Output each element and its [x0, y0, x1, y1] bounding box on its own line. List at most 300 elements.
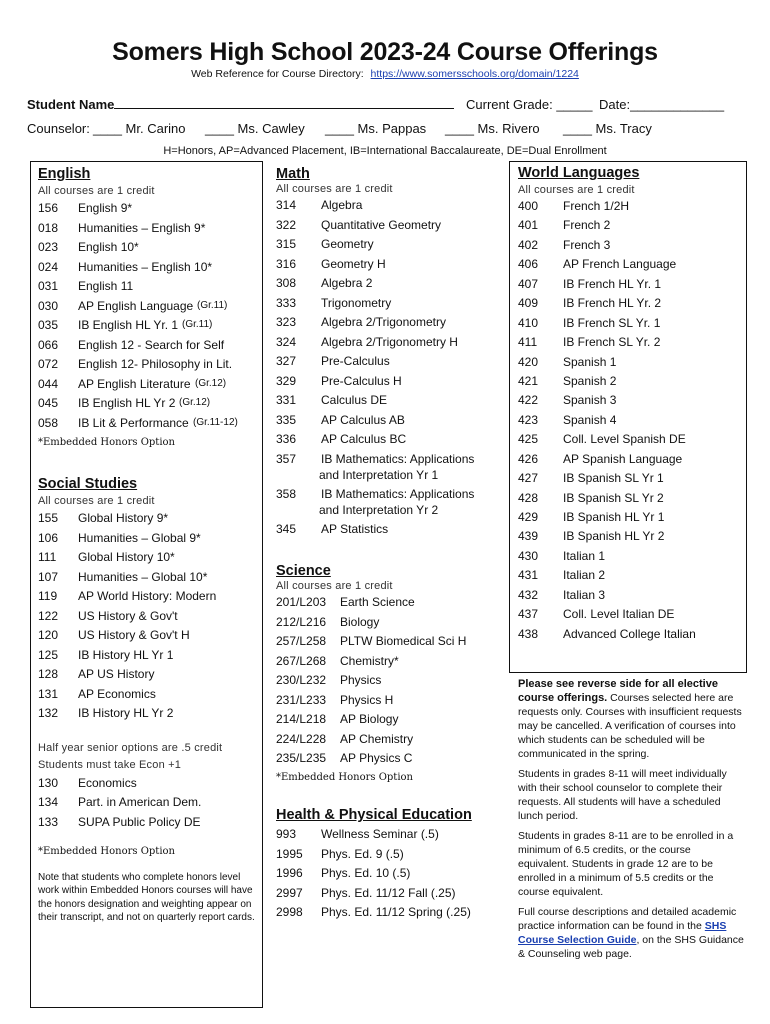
information-notes: [518, 677, 744, 961]
course-name: English 11: [78, 279, 134, 293]
course-code: 107: [38, 569, 59, 584]
math-course-row[interactable]: [276, 413, 504, 433]
social-embedded-honors-note: *Embedded Honors Option: [38, 846, 175, 857]
embedded-honors-footnote: Note that students who complete honors level work within Embedded Honors courses will have the honors designation and weighting appear on their transcript, and not on quarterly report cards.: [38, 872, 255, 923]
english-course-row[interactable]: [38, 299, 260, 319]
science-course-row[interactable]: [276, 615, 504, 635]
math-credit-note: All courses are 1 credit: [276, 183, 393, 195]
course-name: AP Calculus AB: [321, 412, 405, 427]
health-pe-course-row[interactable]: [276, 866, 504, 886]
course-code: 425: [518, 432, 539, 447]
course-name: Algebra: [321, 198, 363, 212]
course-code: 214/L218: [276, 712, 327, 726]
math-course-row[interactable]: [276, 296, 504, 316]
course-name: Humanities – Global 9*: [78, 530, 201, 545]
course-code: 333: [276, 295, 297, 310]
course-code: 231/L233: [276, 692, 327, 707]
course-code: 111: [38, 550, 57, 564]
social-studies-course-row[interactable]: [38, 667, 260, 687]
reverse-side-lead: Please see reverse side for all elective course offerings.: [518, 678, 718, 704]
world-language-course-row[interactable]: [518, 510, 744, 529]
english-section: [38, 166, 260, 448]
course-name: AP French Language: [563, 257, 677, 272]
course-directory-link[interactable]: https://www.somersschools.org/domain/1224: [370, 68, 579, 80]
math-course-row[interactable]: [276, 393, 504, 413]
course-name: Coll. Level Italian DE: [563, 607, 675, 622]
math-course-row[interactable]: [276, 276, 504, 296]
course-code: 324: [276, 334, 297, 349]
world-language-course-row[interactable]: [518, 549, 744, 568]
course-code: 1996: [276, 866, 303, 880]
course-name: IB Spanish SL Yr 2: [563, 490, 664, 505]
health-pe-course-row[interactable]: [276, 827, 504, 847]
course-name: Italian 2: [563, 568, 606, 583]
world-language-course-row[interactable]: [518, 452, 744, 471]
math-course-row[interactable]: [276, 237, 504, 257]
course-code: 331: [276, 393, 297, 407]
health-pe-section: [276, 807, 504, 925]
course-code: 224/L228: [276, 731, 327, 746]
course-code: 345: [276, 521, 297, 536]
course-name: Earth Science: [340, 595, 415, 609]
english-credit-note: All courses are 1 credit: [38, 185, 155, 197]
world-language-course-row[interactable]: [518, 374, 744, 393]
student-name-label: Student Name: [27, 97, 115, 112]
course-code: 058: [38, 415, 59, 430]
social-studies-course-row[interactable]: [38, 550, 260, 570]
course-name: English 12 - Search for Self: [78, 337, 225, 352]
course-name: Chemistry*: [340, 653, 399, 668]
course-code: 439: [518, 529, 539, 544]
course-name: Algebra 2/Trigonometry H: [321, 334, 458, 349]
course-name: Phys. Ed. 9 (.5): [321, 846, 404, 861]
course-guide-note-end: , on the SHS Guidance & Counseling web page.: [518, 934, 744, 960]
half-year-note: Half year senior options are .5 credit: [38, 741, 223, 754]
course-name: Trigonometry: [321, 295, 392, 310]
course-code: 201/L203: [276, 595, 327, 609]
course-code: 323: [276, 315, 297, 329]
math-course-row[interactable]: [276, 522, 504, 542]
science-course-row[interactable]: [276, 673, 504, 693]
course-name: Spanish 2: [563, 373, 617, 388]
world-language-course-row[interactable]: [518, 296, 744, 315]
social-studies-course-list: [38, 511, 260, 726]
course-name: IB Lit & Performance: [78, 415, 189, 430]
course-code: 1995: [276, 846, 303, 861]
course-code: 122: [38, 608, 59, 623]
world-language-course-row[interactable]: [518, 568, 744, 587]
social-studies-title: Social Studies: [38, 476, 138, 492]
course-code: 329: [276, 373, 297, 388]
course-code: 335: [276, 412, 297, 427]
course-name: Algebra 2/Trigonometry: [321, 315, 446, 329]
student-name-field[interactable]: [114, 97, 454, 109]
health-pe-course-row[interactable]: [276, 886, 504, 906]
course-code: 314: [276, 198, 297, 212]
english-embedded-honors-note: *Embedded Honors Option: [38, 437, 175, 448]
web-reference: [0, 68, 770, 80]
grade-restriction: (Gr.11-12): [193, 416, 238, 428]
counselor-option-pappas[interactable]: ____ Ms. Pappas: [325, 121, 427, 136]
world-language-course-row[interactable]: [518, 316, 744, 335]
world-language-course-row[interactable]: [518, 529, 744, 548]
world-language-course-row[interactable]: [518, 607, 744, 626]
social-studies-credit-note: All courses are 1 credit: [38, 495, 155, 507]
social-studies-course-row[interactable]: [38, 628, 260, 648]
course-code: 155: [38, 511, 59, 525]
course-name: Italian 3: [563, 587, 606, 602]
course-code: 400: [518, 199, 539, 213]
course-code: 031: [38, 279, 59, 293]
requests-note: Courses selected here are requests only. Courses with insufficient requests may be cancelled. A verification of courses into which students can be scheduled will be communicated in the spring.: [518, 692, 742, 760]
course-code: 429: [518, 510, 539, 524]
course-name: AP Calculus BC: [321, 432, 407, 446]
course-name: Geometry H: [321, 256, 386, 271]
social-studies-course-row[interactable]: [38, 511, 260, 531]
course-code: 257/L258: [276, 634, 327, 648]
course-guide-note-text: Full course descriptions and detailed academic practice information can be found in the: [518, 906, 737, 932]
course-code: 407: [518, 276, 539, 291]
course-code: 993: [276, 827, 297, 841]
course-name: Calculus DE: [321, 393, 388, 407]
course-code: 066: [38, 337, 59, 352]
science-course-row[interactable]: [276, 732, 504, 752]
date-field[interactable]: Date:_____________: [599, 97, 725, 112]
english-course-row[interactable]: [38, 416, 260, 436]
counselor-label: Counselor:: [27, 121, 90, 136]
course-name: French 2: [563, 218, 611, 233]
world-language-course-row[interactable]: [518, 471, 744, 490]
course-code: 2997: [276, 885, 303, 900]
current-grade-field[interactable]: Current Grade: _____: [466, 97, 593, 112]
course-name: IB Mathematics: Applications: [321, 451, 475, 466]
course-code: 357: [276, 451, 297, 466]
world-language-course-row[interactable]: [518, 218, 744, 237]
course-name: Phys. Ed. 10 (.5): [321, 866, 411, 880]
course-code: 308: [276, 276, 297, 290]
course-name-continued: and Interpretation Yr 1: [319, 467, 439, 482]
world-languages-section: [518, 165, 744, 646]
health-pe-course-row[interactable]: [276, 847, 504, 867]
course-code: 430: [518, 548, 539, 563]
course-code: 410: [518, 315, 539, 330]
course-name: AP Statistics: [321, 521, 389, 536]
course-code: 130: [38, 775, 59, 790]
world-language-course-row[interactable]: [518, 588, 744, 607]
course-code: 230/L232: [276, 673, 327, 687]
course-name: Quantitative Geometry: [321, 217, 442, 232]
course-code: 125: [38, 647, 59, 662]
course-name: French 3: [563, 237, 611, 252]
world-language-course-row[interactable]: [518, 238, 744, 257]
course-name: IB Mathematics: Applications: [321, 486, 475, 501]
course-code: 133: [38, 814, 59, 829]
course-name: Coll. Level Spanish DE: [563, 432, 686, 447]
course-code: 431: [518, 568, 539, 583]
grade-restriction: (Gr.11): [197, 299, 228, 311]
course-code: 421: [518, 373, 539, 388]
course-name: IB French SL Yr. 2: [563, 335, 661, 350]
course-code: 409: [518, 296, 539, 311]
course-code: 030: [38, 298, 59, 313]
math-course-row[interactable]: [276, 335, 504, 355]
world-language-course-row[interactable]: [518, 199, 744, 218]
math-course-row[interactable]: [276, 432, 504, 452]
world-languages-credit-note: All courses are 1 credit: [518, 184, 635, 196]
world-language-course-row[interactable]: [518, 257, 744, 276]
half-year-course-list: [38, 776, 260, 835]
course-name: Biology: [340, 614, 380, 629]
counselor-option-cawley[interactable]: ____ Ms. Cawley: [205, 121, 305, 136]
course-name: IB Spanish SL Yr 1: [563, 471, 664, 486]
course-code: 427: [518, 471, 539, 486]
course-code: 035: [38, 318, 59, 332]
course-name: Humanities – English 9*: [78, 220, 206, 235]
math-section: [276, 166, 504, 541]
course-code: 131: [38, 686, 59, 701]
world-language-course-row[interactable]: [518, 413, 744, 432]
world-language-course-row[interactable]: [518, 393, 744, 412]
course-code: 358: [276, 486, 297, 501]
course-name: AP World History: Modern: [78, 589, 217, 603]
course-name: Part. in American Dem.: [78, 795, 202, 809]
course-name: Economics: [78, 775, 137, 790]
course-code: 072: [38, 357, 59, 371]
course-code: 106: [38, 530, 59, 545]
science-course-list: [276, 595, 504, 771]
grade-restriction: (Gr.12): [179, 397, 211, 408]
course-name: SUPA Public Policy DE: [78, 814, 201, 829]
course-code: 422: [518, 393, 539, 408]
econ-requirement-note: Students must take Econ +1: [38, 758, 182, 771]
course-name: AP Chemistry: [340, 731, 414, 746]
english-course-list: [38, 201, 260, 435]
half-year-course-row[interactable]: [38, 795, 260, 815]
math-course-row[interactable]: [276, 218, 504, 238]
grade-restriction: (Gr.12): [195, 377, 227, 389]
social-studies-section: [38, 476, 260, 924]
course-name: Algebra 2: [321, 276, 373, 290]
science-course-row[interactable]: [276, 712, 504, 732]
course-code: 327: [276, 354, 297, 368]
course-name: IB French SL Yr. 1: [563, 315, 661, 330]
course-name: AP English Language: [78, 298, 194, 313]
course-code: 336: [276, 432, 297, 446]
english-course-row[interactable]: [38, 318, 260, 338]
english-course-row[interactable]: [38, 396, 260, 416]
course-code: 432: [518, 587, 539, 602]
course-code: 426: [518, 451, 539, 466]
social-studies-course-row[interactable]: [38, 589, 260, 609]
world-language-course-row[interactable]: [518, 491, 744, 510]
course-code: 119: [38, 589, 58, 603]
course-name: English 9*: [78, 201, 133, 215]
course-name: Global History 9*: [78, 511, 169, 525]
course-code: 156: [38, 201, 59, 215]
course-name: Humanities – English 10*: [78, 259, 213, 274]
course-selection-guide-link[interactable]: SHS Course Selection Guide: [518, 920, 727, 946]
health-pe-title: Health & Physical Education: [276, 807, 472, 823]
course-name: AP English Literature: [78, 376, 191, 391]
course-code: 212/L216: [276, 614, 327, 629]
science-course-row[interactable]: [276, 634, 504, 654]
social-studies-course-row[interactable]: [38, 609, 260, 629]
math-course-row[interactable]: [276, 374, 504, 394]
social-studies-course-row[interactable]: [38, 687, 260, 707]
world-language-course-row[interactable]: [518, 335, 744, 354]
world-language-course-row[interactable]: [518, 277, 744, 296]
social-studies-course-row[interactable]: [38, 648, 260, 668]
course-code: 024: [38, 259, 59, 274]
grade-restriction: (Gr.11): [182, 319, 213, 330]
course-name: US History & Gov't: [78, 608, 178, 623]
course-name-continued: and Interpretation Yr 2: [319, 502, 439, 517]
course-code: 044: [38, 376, 59, 391]
course-code: 438: [518, 626, 539, 641]
course-name: Advanced College Italian: [563, 626, 696, 641]
course-code: 316: [276, 256, 297, 271]
abbreviation-legend: H=Honors, AP=Advanced Placement, IB=International Baccalaureate, DE=Dual Enrollment: [163, 145, 607, 157]
world-language-course-row[interactable]: [518, 627, 744, 646]
course-code: 437: [518, 607, 539, 622]
course-name: AP Biology: [340, 712, 399, 726]
course-code: 120: [38, 628, 59, 642]
world-languages-course-list: [518, 199, 744, 646]
science-section: [276, 563, 504, 783]
course-name: Global History 10*: [78, 550, 175, 564]
counselor-option-carino[interactable]: ____ Mr. Carino: [93, 121, 186, 136]
course-name: Phys. Ed. 11/12 Fall (.25): [321, 885, 456, 900]
course-guide-note: [518, 905, 744, 961]
course-name: French 1/2H: [563, 199, 630, 213]
credit-minimum-note: Students in grades 8-11 are to be enrolled in a minimum of 6.5 credits, or the course equivalent. Students in grade 12 are to be enrolled in a minimum of 5.5 credits or the course equivalent.: [518, 830, 734, 898]
course-name: IB French HL Yr. 1: [563, 276, 662, 291]
social-studies-course-row[interactable]: [38, 570, 260, 590]
course-code: 132: [38, 706, 59, 720]
course-code: 401: [518, 218, 539, 233]
english-course-row[interactable]: [38, 338, 260, 358]
course-name: IB French HL Yr. 2: [563, 296, 662, 311]
counselor-option-rivero[interactable]: ____ Ms. Rivero: [445, 121, 540, 136]
science-credit-note: All courses are 1 credit: [276, 580, 393, 592]
course-code: 134: [38, 795, 59, 809]
course-code: 267/L268: [276, 653, 327, 668]
course-code: 428: [518, 490, 539, 505]
math-course-row[interactable]: [276, 257, 504, 277]
science-course-row[interactable]: [276, 751, 504, 771]
half-year-course-row[interactable]: [38, 776, 260, 796]
course-name: Geometry: [321, 237, 374, 251]
math-course-row[interactable]: [276, 198, 504, 218]
english-course-row[interactable]: [38, 260, 260, 280]
course-name: AP Physics C: [340, 751, 413, 765]
course-name: AP US History: [78, 667, 155, 681]
world-languages-title: World Languages: [518, 165, 640, 181]
course-name: English 10*: [78, 240, 139, 254]
math-course-row[interactable]: [276, 315, 504, 335]
course-name: AP Spanish Language: [563, 451, 683, 466]
health-pe-course-row[interactable]: [276, 905, 504, 925]
course-name: US History & Gov't H: [78, 628, 190, 642]
science-title: Science: [276, 563, 331, 579]
half-year-course-row[interactable]: [38, 815, 260, 835]
course-name: English 12- Philosophy in Lit.: [78, 357, 233, 371]
reverse-side-note: [518, 677, 744, 761]
course-name: AP Economics: [78, 686, 156, 701]
course-name: Physics: [340, 673, 382, 687]
course-code: 406: [518, 257, 539, 272]
course-name: IB Spanish HL Yr 2: [563, 529, 665, 544]
course-name: PLTW Biomedical Sci H: [340, 634, 467, 648]
world-language-course-row[interactable]: [518, 432, 744, 451]
course-name: Spanish 3: [563, 393, 617, 408]
course-name: IB English HL Yr. 1: [78, 318, 179, 332]
world-language-course-row[interactable]: [518, 355, 744, 374]
course-code: 018: [38, 220, 59, 235]
course-name: IB History HL Yr 2: [78, 706, 174, 720]
math-course-list: [276, 198, 504, 452]
course-code: 128: [38, 667, 59, 681]
course-code: 322: [276, 217, 297, 232]
course-code: 023: [38, 240, 59, 254]
math-course-row[interactable]: [276, 487, 504, 522]
course-name: Wellness Seminar (.5): [321, 827, 439, 841]
health-pe-course-list: [276, 827, 504, 925]
math-course-row[interactable]: [276, 452, 504, 487]
science-course-row[interactable]: [276, 693, 504, 713]
english-course-row[interactable]: [38, 377, 260, 397]
page-title: Somers High School 2023-24 Course Offerings: [112, 38, 658, 66]
english-course-row[interactable]: [38, 279, 260, 299]
course-name: IB English HL Yr 2: [78, 396, 176, 410]
english-course-row[interactable]: [38, 201, 260, 221]
course-name: Humanities – Global 10*: [78, 569, 208, 584]
science-course-row[interactable]: [276, 595, 504, 615]
student-info-row: [27, 97, 727, 112]
course-name: Pre-Calculus H: [321, 373, 402, 388]
science-embedded-honors-note: *Embedded Honors Option: [276, 771, 413, 783]
math-course-row[interactable]: [276, 354, 504, 374]
course-code: 402: [518, 237, 539, 252]
course-name: Phys. Ed. 11/12 Spring (.25): [321, 905, 471, 919]
course-name: Spanish 1: [563, 354, 617, 369]
course-code: 045: [38, 396, 59, 410]
course-code: 235/L235: [276, 751, 327, 765]
web-reference-label: Web Reference for Course Directory:: [191, 68, 364, 80]
counselor-option-tracy[interactable]: ____ Ms. Tracy: [563, 121, 652, 136]
course-name: Spanish 4: [563, 412, 617, 427]
social-studies-course-row[interactable]: [38, 706, 260, 726]
math-title: Math: [276, 166, 310, 182]
course-name: Physics H: [340, 692, 394, 707]
english-course-row[interactable]: [38, 357, 260, 377]
course-name: Pre-Calculus: [321, 354, 390, 368]
english-course-row[interactable]: [38, 240, 260, 260]
course-name: Italian 1: [563, 548, 606, 563]
course-name: IB History HL Yr 1: [78, 647, 174, 662]
course-code: 315: [276, 237, 297, 251]
social-studies-course-row[interactable]: [38, 531, 260, 551]
course-code: 411: [518, 335, 538, 350]
english-course-row[interactable]: [38, 221, 260, 241]
science-course-row[interactable]: [276, 654, 504, 674]
counselor-meeting-note: Students in grades 8-11 will meet individually with their school counselor to complete their requests. All students will have a scheduled lunch period.: [518, 768, 727, 822]
course-code: 423: [518, 412, 539, 427]
course-code: 2998: [276, 905, 303, 919]
course-name: IB Spanish HL Yr 1: [563, 510, 665, 524]
english-title: English: [38, 166, 91, 182]
course-code: 420: [518, 354, 539, 369]
